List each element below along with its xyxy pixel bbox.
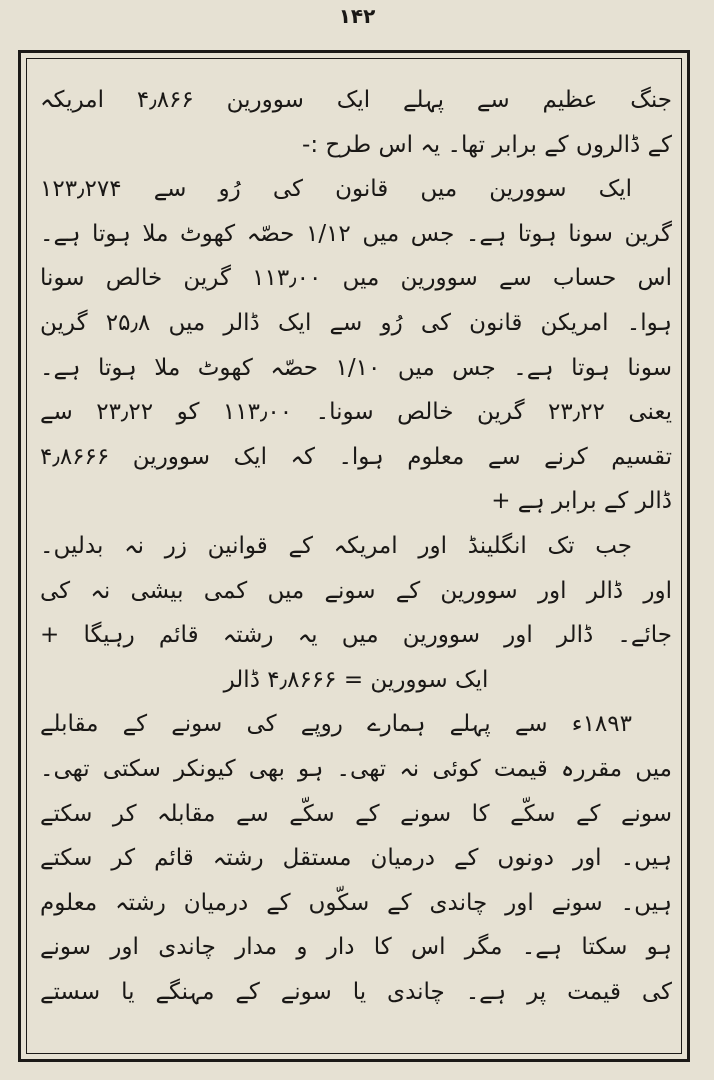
text-line: میں مقررہ قیمت کوئی نہ تھی۔ ہو بھی کیونکر سکتی تھی۔ — [40, 755, 672, 782]
text-line: ۱۸۹۳ء سے پہلے ہمارے روپے کی سونے کے مقابلے — [40, 711, 632, 738]
text-line: جنگ عظیم سے پہلے ایک سوورین ۴٫۸۶۶ امریکہ — [40, 87, 672, 113]
text-line: گرین سونا ہوتا ہے۔ جس میں ۱/۱۲ حصّہ کھوٹ ملا ہوتا ہے۔ — [40, 220, 672, 247]
text-line: ہو سکتا ہے۔ مگر اس کا دار و مدار چاندی اور سونے — [40, 934, 672, 961]
text-line: تقسیم کرنے سے معلوم ہوا۔ کہ ایک سوورین ۴٫۸۶۶۶ — [40, 443, 672, 470]
text-line: سونے کے سکّے کا سونے کے سکّے سے مقابلہ کر سکتے — [40, 800, 672, 827]
body-text — [40, 78, 672, 1014]
text-line: یعنی ۲۳٫۲۲ گرین خالص سونا۔ ۱۱۳٫۰۰ کو ۲۳٫۲۲ سے — [40, 399, 672, 426]
page-number: ۱۴۲ — [338, 4, 376, 28]
text-line: سونا ہوتا ہے۔ جس میں ۱/۱۰ حصّہ کھوٹ ملا ہوتا ہے۔ — [40, 354, 672, 381]
text-line: ہیں۔ اور دونوں کے درمیان مستقل رشتہ قائم کر سکتے — [40, 845, 672, 872]
text-line: کی قیمت پر ہے۔ چاندی یا سونے کے مہنگے یا سستے — [40, 978, 672, 1005]
text-line: ہوا۔ امریکن قانون کی رُو سے ایک ڈالر میں ۲۵٫۸ گرین — [40, 309, 672, 336]
text-line: اس حساب سے سوورین میں ۱۱۳٫۰۰ گرین خالص سونا — [40, 265, 672, 292]
text-line: ڈالر کے برابر ہے + — [491, 488, 672, 515]
text-line: ہیں۔ سونے اور چاندی کے سکّوں کے درمیان رشتہ معلوم — [40, 889, 672, 916]
text-line: اور ڈالر اور سوورین کے سونے میں کمی بیشی نہ کی — [40, 577, 672, 604]
equation-line: ایک سوورین = ۴٫۸۶۶۶ ڈالر — [223, 666, 489, 693]
text-line: جائے۔ ڈالر اور سوورین میں یہ رشتہ قائم رہیگا + — [40, 622, 672, 649]
text-line: ایک سوورین میں قانون کی رُو سے ۱۲۳٫۲۷۴ — [40, 176, 632, 203]
text-line: کے ڈالروں کے برابر تھا۔ یہ اس طرح :- — [302, 131, 672, 158]
text-line: جب تک انگلینڈ اور امریکہ کے قوانین زر نہ بدلیں۔ — [40, 532, 632, 559]
